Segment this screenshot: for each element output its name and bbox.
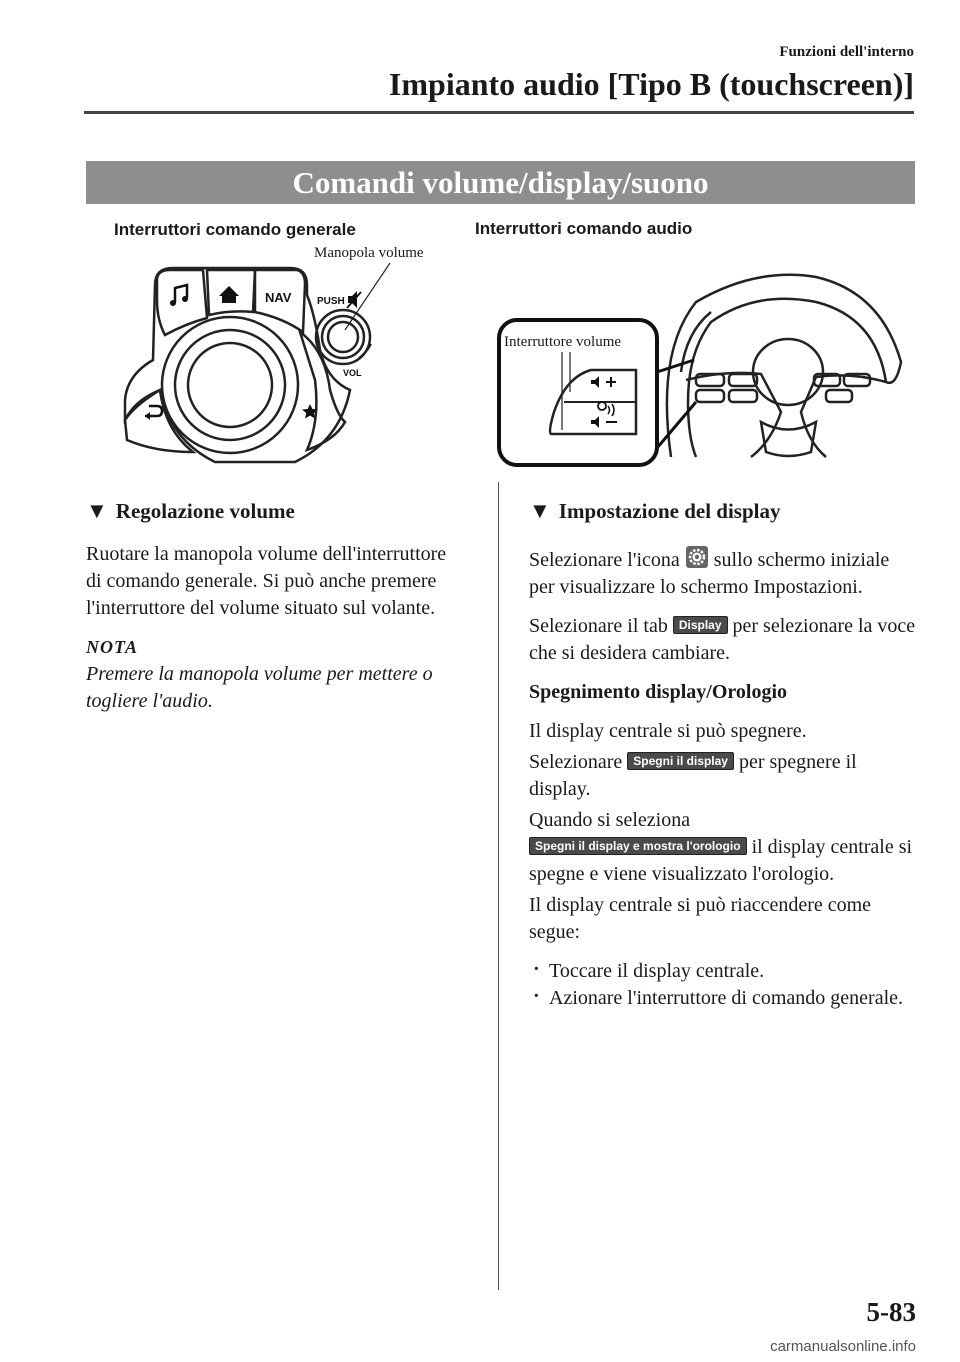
section-marker-icon: ▼ [86,498,108,523]
vol-label: VOL [343,368,362,378]
note-label: NOTA [86,637,139,657]
heading-display-settings [529,498,780,524]
display-tab-button[interactable]: Display [673,616,728,634]
heading-volume-adjustment [86,498,295,524]
list-item: · Azionare l'interruttore di comando generale. [529,985,917,1012]
section-banner: Comandi volume/display/suono [86,161,915,204]
note-text: Premere la manopola volume per mettere o togliere l'audio. [86,663,433,712]
display-off-button[interactable]: Spegni il display [627,752,734,770]
callout-volume-switch: Interruttore volume [504,334,622,350]
left-column-body [86,541,466,715]
page-number: 5-83 [866,1297,916,1327]
paragraph-turn-on: Il display centrale si può riaccendere come segue: [529,894,872,943]
paragraph-tab-select: Selezionare il tab Display per selezionare la voce che si desidera cambiare. [529,615,916,664]
section-marker-icon: ▼ [529,498,551,523]
turn-on-methods-list [529,958,917,1012]
commander-control-illustration [115,240,465,475]
push-label: PUSH [317,296,345,307]
list-item: · Toccare il display centrale. [529,958,917,985]
heading-text: Impostazione del display [558,499,781,523]
paragraph-select-clock: Quando si seleziona Spegni il display e mostra l'orologio il display centrale si spegne e viene visualizzato l'orologio. [529,809,913,885]
home-icon [219,286,239,303]
steering-wheel-illustration [496,262,916,470]
nav-label: NAV [265,290,292,305]
paragraph-icon-select: Selezionare l'icona sullo schermo iniziale per visualizzare lo schermo Impostazioni. [529,545,917,601]
figure-caption-right: Interruttori comando audio [475,219,693,238]
settings-gear-icon [685,545,709,569]
mute-icon [347,291,361,308]
callout-volume-knob: Manopola volume [314,245,424,261]
volume-paragraph: Ruotare la manopola volume dell'interruttore di comando generale. Si può anche premere l'interruttore del volume situato sul volante. [86,543,447,619]
running-header-section: Funzioni dell'interno [779,44,914,60]
paragraph-display-off: Il display centrale si può spegnere. [529,720,807,742]
right-column-body [529,545,917,1012]
paragraph-select-off: Selezionare Spegni il display per spegnere il display. [529,751,857,800]
display-off-show-clock-button[interactable]: Spegni il display e mostra l'orologio [529,837,747,855]
running-header-title: Impianto audio [Tipo B (touchscreen)] [388,66,914,102]
back-icon [145,406,162,420]
subheading-display-off: Spegnimento display/Orologio [529,681,788,703]
column-divider [498,482,499,1290]
watermark: carmanualsonline.info [770,1338,916,1355]
music-icon [170,285,188,306]
figure-caption-left: Interruttori comando generale [114,220,356,239]
header-rule [84,111,914,114]
heading-text: Regolazione volume [115,499,295,523]
